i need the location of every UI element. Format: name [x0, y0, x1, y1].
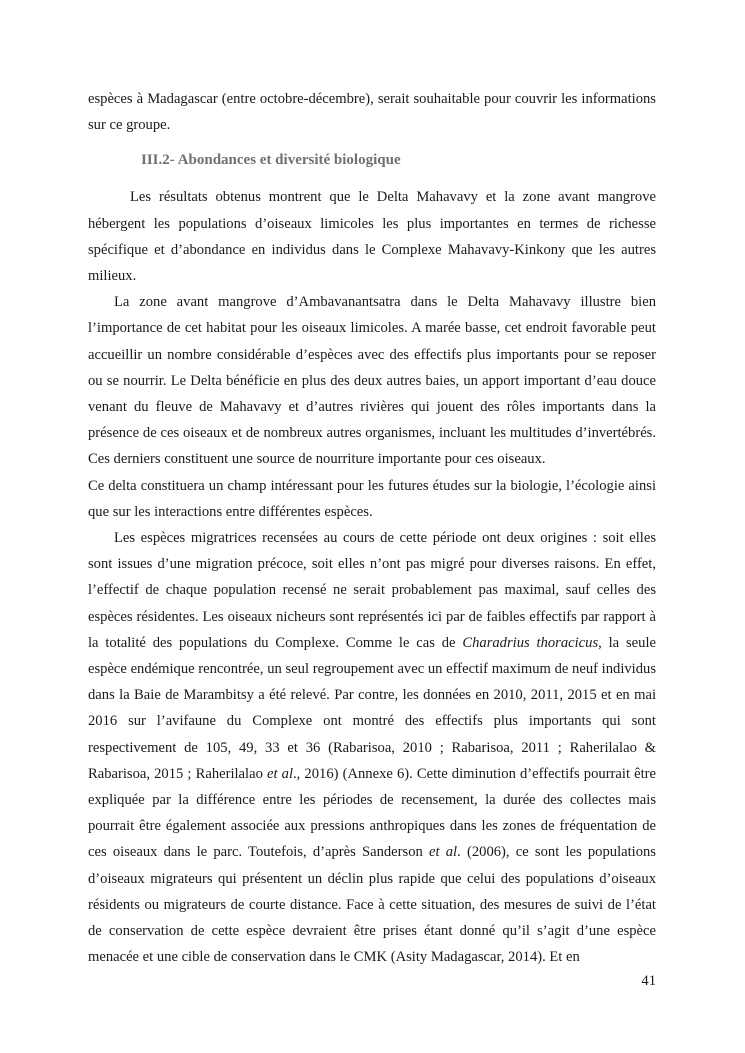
text-span: ., 2016) (Annexe 6). Cette diminution d’effectifs pourrait être expliquée par la différence entre les périodes de recensement, la durée des collectes mais pourrait être également associée aux pressions anthropiques dans les zones de fréquentation de ces oiseaux dans le parc. Toutefois, d’après Sanderson	[88, 765, 656, 861]
body-text	[88, 86, 656, 971]
text-span: . (2006), ce sont les populations d’oiseaux migrateurs qui présentent un déclin plus rapide que celui des populations d’oiseaux résidents ou migrateurs de courte distance. Face à cette situation, des mesures de suivi de l’état de conservation de cette espèce devraient être prises étant donné qu’il s’agit d’une espèce menacée et une cible de conservation dans le CMK (Asity Madagascar, 2014). Et en	[88, 844, 656, 966]
paragraph-mangrove-zone: La zone avant mangrove d’Ambavanantsatra dans le Delta Mahavavy illustre bien l’importance de cet habitat pour les oiseaux limicoles. A marée basse, cet endroit favorable peut accueillir un nombre considérable d’espèces avec des effectifs plus importants pour se reposer ou se nourrir. Le Delta bénéficie en plus des deux autres baies, un apport important d’eau douce venant du fleuve de Mahavavy et d’autres rivières qui jouent des rôles importants dans la présence de ces oiseaux et de nombreux autres organismes, incluant les multitudes d’invertébrés. Ces derniers constituent une source de nourriture importante pour ces oiseaux.	[88, 294, 656, 468]
paragraph-delta: Ce delta constituera un champ intéressant pour les futures études sur la biologie, l’écologie ainsi que sur les interactions entre différentes espèces.	[88, 477, 656, 520]
paragraph-results: Les résultats obtenus montrent que le Delta Mahavavy et la zone avant mangrove hébergent les populations d’oiseaux limicoles les plus importantes en termes de richesse spécifique et d’abondance en individus dans le Complexe Mahavavy-Kinkony que les autres milieux.	[88, 189, 656, 285]
species-name: Charadrius thoracicus	[462, 634, 599, 651]
text-span: Les espèces migratrices recensées au cours de cette période ont deux origines : soit elles sont issues d’une migration précoce, soit elles n’ont pas migré pour diverses raisons. En effet, l’effectif de chaque population recensé ne serait probablement pas maximal, sauf celles des espèces résidentes. Les oiseaux nicheurs sont représentés ici par de faibles effectifs par rapport à la totalité des populations du Complexe. Comme le cas de	[88, 530, 656, 651]
et-al: et al	[267, 765, 294, 782]
paragraph-migratory-species	[88, 525, 656, 970]
et-al: et al	[429, 844, 458, 861]
page-number: 41	[641, 973, 656, 989]
section-heading: III.2- Abondances et diversité biologique	[141, 152, 401, 169]
paragraph-continued: espèces à Madagascar (entre octobre-décembre), serait souhaitable pour couvrir les informations sur ce groupe.	[88, 91, 656, 134]
text-span: , la seule espèce endémique rencontrée, un seul regroupement avec un effectif maximum de neuf individus dans la Baie de Marambitsy a été relevé. Par contre, les données en 2010, 2011, 2015 et en mai 2016 sur l’avifaune du Complexe ont montré des effectifs plus importants qui sont respectivement de 105, 49, 33 et 36 (Rabarisoa, 2010 ; Rabarisoa, 2011 ; Raherilalao & Rabarisoa, 2015 ; Raherilalao	[88, 634, 656, 782]
